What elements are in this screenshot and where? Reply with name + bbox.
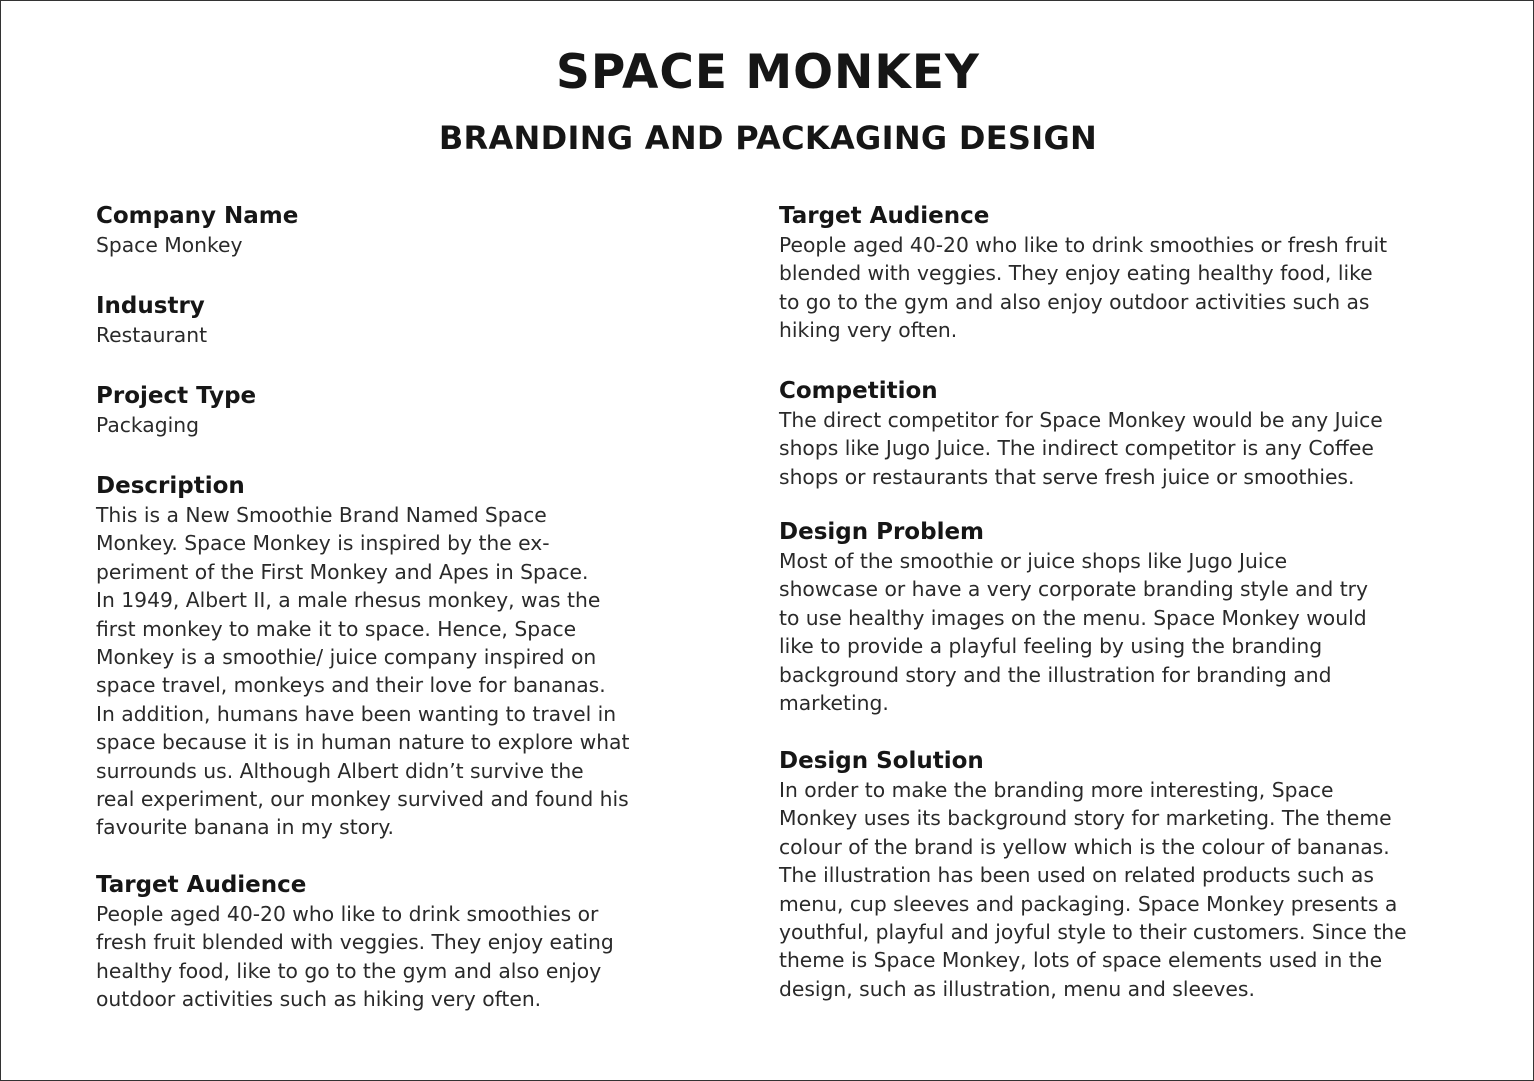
text-line: theme is Space Monkey, lots of space elements used in the	[779, 948, 1383, 973]
text-line: first monkey to make it to space. Hence, Space	[96, 616, 577, 641]
text-line: like to provide a playful feeling by using the branding	[779, 634, 1323, 659]
text-line: design, such as illustration, menu and sleeves.	[779, 976, 1255, 1001]
text-line: People aged 40-20 who like to drink smoothies or fresh fruit	[779, 233, 1388, 257]
text-line: Monkey uses its background story for marketing. The theme	[779, 806, 1392, 831]
section-industry	[96, 291, 207, 349]
section-design-problem	[779, 517, 1368, 717]
text-line: This is a New Smoothie Brand Named Space	[96, 503, 547, 527]
text-line: space travel, monkeys and their love for bananas.	[96, 673, 606, 698]
text-line: Most of the smoothie or juice shops like Jugo Juice	[779, 549, 1288, 573]
text-line: shops or restaurants that serve fresh juice or smoothies.	[779, 464, 1355, 489]
text-line: In order to make the branding more interesting, Space	[779, 778, 1334, 802]
section-competition	[779, 376, 1383, 491]
section-body	[96, 900, 614, 1014]
section-body	[779, 231, 1387, 345]
section-body	[96, 411, 256, 439]
section-heading: Target Audience	[96, 872, 307, 898]
text-line: shops like Jugo Juice. The indirect competitor is any Coffee	[779, 436, 1374, 461]
text-line: favourite banana in my story.	[96, 815, 394, 840]
section-heading: Design Solution	[779, 748, 984, 774]
section-body	[96, 231, 298, 259]
section-project-type	[96, 381, 256, 439]
text-line: real experiment, our monkey survived and found his	[96, 787, 629, 812]
text-line: The illustration has been used on related products such as	[779, 863, 1374, 888]
text-line: periment of the First Monkey and Apes in Space.	[96, 559, 589, 584]
section-design-solution	[779, 746, 1407, 1003]
text-line: healthy food, like to go to the gym and also enjoy	[96, 958, 602, 983]
text-line: space because it is in human nature to explore what	[96, 730, 630, 755]
section-heading: Industry	[96, 293, 205, 319]
text-line: In 1949, Albert II, a male rhesus monkey, was the	[96, 588, 601, 613]
section-heading: Competition	[779, 378, 938, 404]
section-description	[96, 471, 629, 842]
section-heading: Target Audience	[779, 203, 990, 229]
text-line: surrounds us. Although Albert didn’t survive the	[96, 758, 584, 783]
text-line: Packaging	[96, 413, 199, 437]
page-subtitle: BRANDING AND PACKAGING DESIGN	[438, 119, 1098, 157]
text-line: to go to the gym and also enjoy outdoor activities such as	[779, 289, 1370, 314]
section-target-audience-left	[96, 870, 614, 1014]
section-body	[779, 406, 1383, 491]
text-line: to use healthy images on the menu. Space Monkey would	[779, 605, 1367, 630]
text-line: background story and the illustration for branding and	[779, 662, 1332, 687]
section-company-name	[96, 201, 298, 259]
text-line: People aged 40-20 who like to drink smoothies or	[96, 902, 599, 926]
text-line: fresh fruit blended with veggies. They enjoy eating	[96, 930, 614, 955]
text-line: hiking very often.	[779, 318, 958, 343]
section-body	[779, 776, 1407, 1003]
text-line: In addition, humans have been wanting to travel in	[96, 701, 617, 726]
text-line: Restaurant	[96, 323, 208, 347]
text-line: youthful, playful and joyful style to their customers. Since the	[779, 920, 1407, 945]
text-line: Monkey is a smoothie/ juice company inspired on	[96, 645, 597, 670]
section-body	[96, 321, 207, 349]
section-target-audience-right	[779, 201, 1387, 345]
page-title: SPACE MONKEY	[556, 45, 980, 100]
text-line: marketing.	[779, 691, 889, 716]
section-body	[96, 501, 629, 842]
section-heading: Project Type	[96, 383, 257, 409]
text-line: The direct competitor for Space Monkey would be any Juice	[779, 408, 1383, 432]
section-body	[779, 547, 1368, 717]
text-line: colour of the brand is yellow which is the colour of bananas.	[779, 834, 1390, 859]
text-line: Monkey. Space Monkey is inspired by the ex-	[96, 531, 550, 556]
text-line: Space Monkey	[96, 233, 243, 257]
text-line: menu, cup sleeves and packaging. Space Monkey presents a	[779, 891, 1398, 916]
section-heading: Design Problem	[779, 519, 985, 545]
text-line: blended with veggies. They enjoy eating healthy food, like	[779, 261, 1373, 286]
section-heading: Description	[96, 473, 245, 499]
section-heading: Company Name	[96, 203, 299, 229]
text-line: outdoor activities such as hiking very often.	[96, 987, 542, 1012]
text-line: showcase or have a very corporate branding style and try	[779, 577, 1369, 602]
